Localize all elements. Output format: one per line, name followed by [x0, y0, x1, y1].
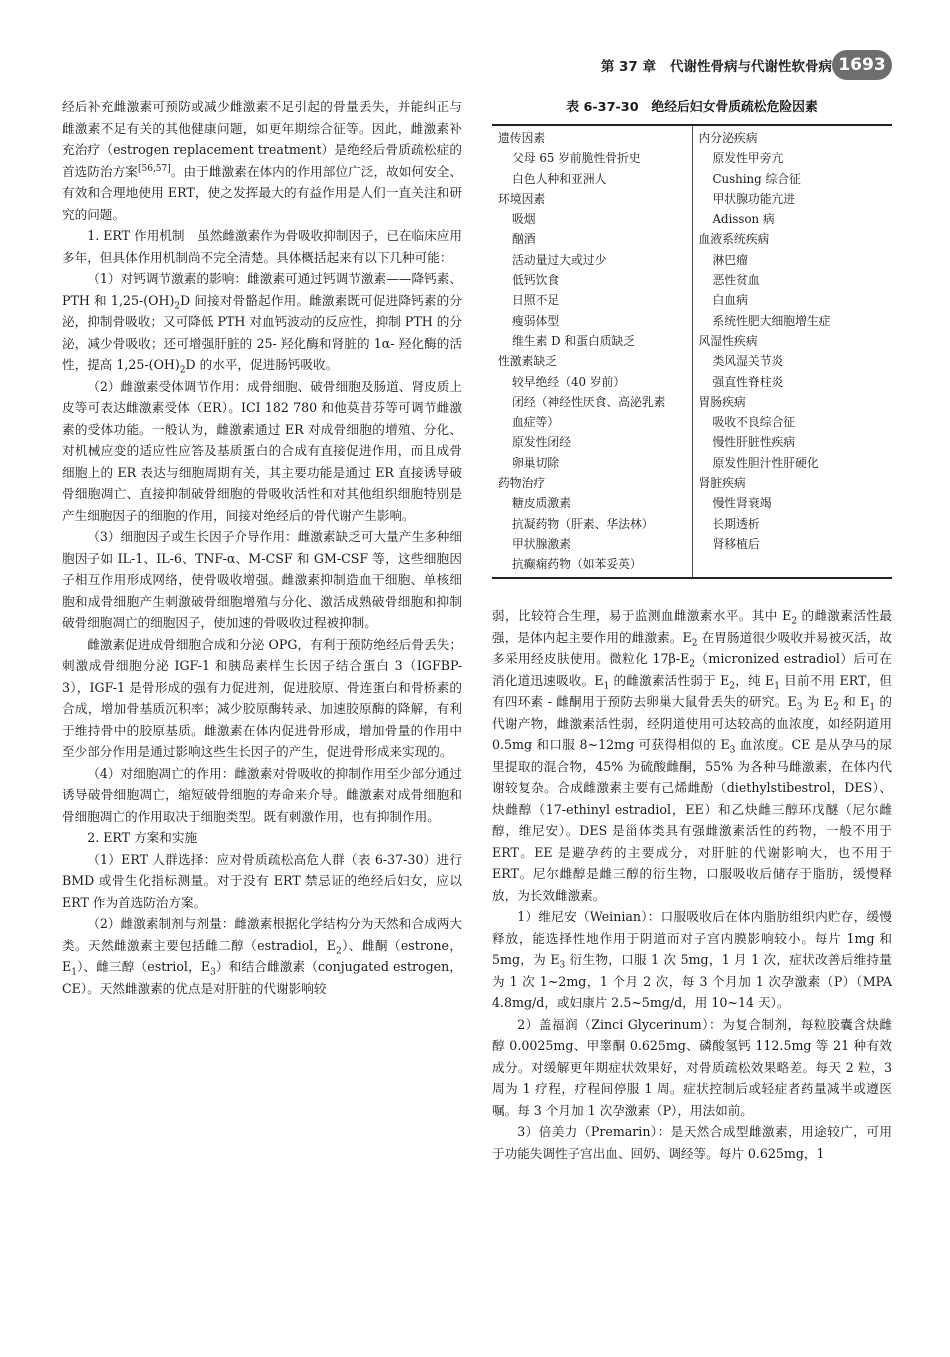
table-item: 甲状腺功能亢进: [712, 191, 796, 206]
table-category: 内分泌疾病: [698, 131, 758, 145]
table-item: 甲状腺激素: [512, 536, 571, 551]
table-item: 类风湿关节炎: [712, 354, 784, 369]
paragraph: 1）维尼安（Weinian）：口服吸收后在体内脂肪组织内贮存，缓慢释放，能选择性地作用于阴道而对子宫内膜影响较小。每片 1mg 和 5mg，为 $E_3$ 衍生物，口服 1 次 5mg，1 月 1 次，症状改善后维持量为 1 次 1~2mg，1 个月 2 次，每 3 个月加 1 次孕激素（P）（MPA 4.8mg/d，或妇康片 2.5~5mg/d，用 10~14 天）。: [492, 909, 893, 1010]
table-category: 血液系统疾病: [698, 232, 770, 247]
table-item: 瘦弱体型: [512, 313, 560, 328]
table-item: 原发性甲旁亢: [712, 151, 784, 166]
table-item: 父母 65 岁前脆性骨折史: [512, 151, 641, 166]
table-item: 酗酒: [512, 232, 536, 247]
paragraph: 经后补充雌激素可预防或减少雌激素不足引起的骨量丢失，并能纠正与雌激素不足有关的其他健康问题，如更年期综合征等。因此，雌激素补充治疗（estrogen replacement treatment）是绝经后骨质疏松症的首选防治方案[56,57]。由于雌激素在体内的作用部位广泛，故如何安全、有效和合理地使用 ERT，使之发挥最大的有益作用是人们一直关注和研究的问题。: [62, 99, 463, 222]
table-category: 风湿性疾病: [698, 333, 758, 348]
table-item: 慢性肝脏性疾病: [712, 435, 796, 450]
table-item: 长期透析: [712, 516, 760, 531]
table-item: 恶性贫血: [712, 273, 760, 288]
table-left-column: [492, 125, 692, 578]
table-item: 白血病: [712, 293, 748, 308]
table-category: 药物治疗: [498, 476, 546, 491]
paragraph: （1）对钙调节激素的影响：雌激素可通过钙调节激素——降钙素、PTH 和 $1,25-(OH)_2D$ 间接对骨骼起作用。雌激素既可促进降钙素的分泌，抑制骨吸收；又可降低 PTH 对血钙波动的反应性，抑制 PTH 的分泌，减少骨吸收；还可增强肝脏的 25- 羟化酶和肾脏的 1α- 羟化酶的活性，提高 $1,25-(OH)_2D$ 的水平，促进肠钙吸收。: [62, 271, 463, 376]
table-item: 原发性胆汁性肝硬化: [712, 455, 819, 470]
table-item: 吸收不良综合征: [712, 415, 796, 430]
paragraph: 3）倍美力（Premarin）：是天然合成型雌激素，用途较广，可用于功能失调性子宫出血、回奶、调经等。每片 0.625mg，1: [492, 1124, 892, 1161]
table-item: 淋巴瘤: [712, 252, 748, 267]
table-title: 表 6-37-30 绝经后妇女骨质疏松危险因素: [566, 100, 818, 115]
paragraph: 2）盖福润（Zinci Glycerinum）：为复合制剂，每粒胶囊含炔雌醇 0.0025mg、甲睾酮 0.625mg、磷酸氢钙 112.5mg 等 21 种有效成分。对缓解更年期症状效果好，对骨质疏松效果略差。每天 2 粒，3 周为 1 疗程，疗程间停服 1 周。症状控制后或轻症者药量减半或遵医嘱。每 3 个月加 1 次孕激素（P），用法如前。: [492, 1016, 892, 1118]
paragraph: 雌激素促进成骨细胞合成和分泌 OPG，有利于预防绝经后骨丢失；刺激成骨细胞分泌 IGF-1 和胰岛素样生长因子结合蛋白 3（IGFBP-3），IGF-1 是骨形成的强有力促进剂，促进胶原、骨连蛋白和骨桥素的合成，增加骨基质沉积率；减少胶原酶转录、加速胶原酶的降解，有利于维持骨中的胶原基质。雌激素在体内促进骨形成，增加骨量的作用中至少部分作用是通过影响这些生长因子的产生，促进骨形成来实现的。: [62, 636, 462, 759]
table-item: 慢性肾衰竭: [712, 496, 772, 511]
table-item: 原发性闭经: [512, 435, 571, 450]
table-item: 日照不足: [512, 293, 560, 308]
chapter-title: 代谢性骨病与代谢性软骨病: [670, 59, 832, 75]
risk-factor-table-block: [492, 96, 892, 579]
page-number-badge: 1693: [832, 50, 892, 80]
table-category: 肾脏疾病: [698, 476, 746, 491]
running-header: [0, 50, 950, 84]
table-item: 抗凝药物（肝素、华法林）: [512, 516, 654, 531]
right-text-column: [492, 605, 892, 1164]
paragraph: （1）ERT 人群选择：应对骨质疏松高危人群（表 6-37-30）进行 BMD 或骨生化指标测量。对于没有 ERT 禁忌证的绝经后妇女，应以 ERT 作为首选防治方案。: [62, 851, 462, 910]
table-item: Adisson 病: [712, 212, 775, 227]
paragraph: 1. ERT 作用机制 虽然雌激素作为骨吸收抑制因子，已在临床应用多年，但具体作用机制尚不完全清楚。具体概括起来有以下几种可能：: [62, 228, 462, 265]
table-item: 系统性肥大细胞增生症: [712, 313, 831, 328]
table-item: 较早绝经（40 岁前）: [512, 374, 626, 389]
chapter-heading: [601, 55, 832, 75]
paragraph: （3）细胞因子或生长因子介导作用：雌激素缺乏可大量产生多种细胞因子如 IL-1、IL-6、TNF-α、M-CSF 和 GM-CSF 等，这些细胞因子相互作用形成网络，使骨吸收增强。雌激素抑制造血干细胞、单核细胞和成骨细胞产生刺激破骨细胞增殖与分化、激活成熟破骨细胞和抑制破骨细胞凋亡的细胞因子，使加速的骨吸收过程被抑制。: [62, 529, 462, 630]
paragraph: （2）雌激素制剂与剂量：雌激素根据化学结构分为天然和合成两大类。天然雌激素主要包括雌二醇（estradiol，$E_2$）、雌酮（estrone，$E_1$）、雌三醇（estriol，$E_3$）和结合雌激素（conjugated estrogen，CE）。天然雌激素的优点是对肝脏的代谢影响较: [62, 916, 463, 996]
table-right-column: [692, 125, 892, 578]
table-item: 吸烟: [512, 212, 536, 227]
table-item: 肾移植后: [712, 536, 760, 551]
table-item: 糖皮质激素: [512, 496, 571, 511]
table-category: 遗传因素: [498, 131, 546, 145]
left-text-column: [62, 96, 462, 999]
table-item: 活动量过大或过少: [512, 252, 607, 267]
table-item: 卵巢切除: [512, 455, 560, 470]
paragraph: （2）雌激素受体调节作用：成骨细胞、破骨细胞及肠道、肾皮质上皮等可表达雌激素受体（ER）。ICI 182 780 和他莫昔芬等可调节雌激素的受体功能。一般认为，雌激素通过 ER 对成骨细胞的增殖、分化、对机械应变的适应性应答及基质蛋白的合成有直接促进作用，而且成骨细胞上的 ER 表达与细胞周期有关，其主要功能是通过 ER 直接诱导破骨细胞凋亡、直接抑制破骨细胞的骨吸收活性和对其他组织细胞特别是产生细胞因子的细胞的作用，间接对绝经后的骨代谢产生影响。: [62, 378, 462, 523]
table-item: 抗癫痫药物（如苯妥英）: [512, 557, 642, 572]
paragraph: 2. ERT 方案和实施: [87, 830, 198, 845]
table-item: Cushing 综合征: [712, 171, 801, 186]
table-item: 白色人种和亚洲人: [512, 171, 607, 186]
table-category: 环境因素: [498, 191, 546, 206]
table-item: 闭经（神经性厌食、高泌乳素: [512, 394, 666, 409]
table-category: 胃肠疾病: [698, 394, 746, 409]
table-item: 血症等）: [512, 415, 560, 430]
paragraph: 弱，比较符合生理，易于监测血雌激素水平。其中 $E_2$ 的雌激素活性最强，是体内起主要作用的雌激素。$E_2$ 在胃肠道很少吸收并易被灭活，故多采用经皮肤使用。微粒化 $17\beta-E_2(micronized$ estradiol）后可在消化道迅速吸收。$E_1$ 的雌激素活性弱于 $E_2$，纯 $E_1$ 目前不用 ERT，但有四环素 - 雌酮用于预防去卵巢大鼠骨丢失的研究。$E_3$ 为 $E_2$ 和 $E_1$ 的代谢产物，雌激素活性弱，经阴道使用可达较高的血浓度，如经阴道用 0.5mg 和口服 8~12mg 可获得相似的 $E_3$ 血浓度。CE 是从孕马的尿里提取的混合物，45% 为硫酸雌酮，55% 为各种马雌激素，在体内代谢较复杂。合成雌激素主要有己烯雌酚（diethylstibestrol，DES）、炔雌醇（17-ethinyl estradiol，EE）和乙炔雌三醇环戊醚（尼尔雌醇，维尼安）。DES 是甾体类具有强雌激素活性的药物，一般不用于 ERT。EE 是避孕药的主要成分，对肝脏的代谢影响大，也不用于 ERT。尼尔雌醇是雌三醇的衍生物，口服吸收后储存于脂肪，缓慢释放，为长效雌激素。: [492, 608, 892, 903]
risk-factor-table: [492, 124, 892, 579]
table-item: 低钙饮食: [512, 273, 560, 288]
table-category: 性激素缺乏: [498, 354, 557, 369]
table-item: 强直性脊柱炎: [712, 374, 784, 389]
paragraph: （4）对细胞凋亡的作用：雌激素对骨吸收的抑制作用至少部分通过诱导破骨细胞凋亡，缩短破骨细胞的寿命来介导。雌激素对成骨细胞和骨细胞凋亡的作用取决于细胞类型。既有刺激作用，也有抑制作用。: [62, 765, 462, 824]
table-item: 维生素 D 和蛋白质缺乏: [512, 333, 636, 348]
chapter-number: 第 37 章: [600, 59, 656, 75]
